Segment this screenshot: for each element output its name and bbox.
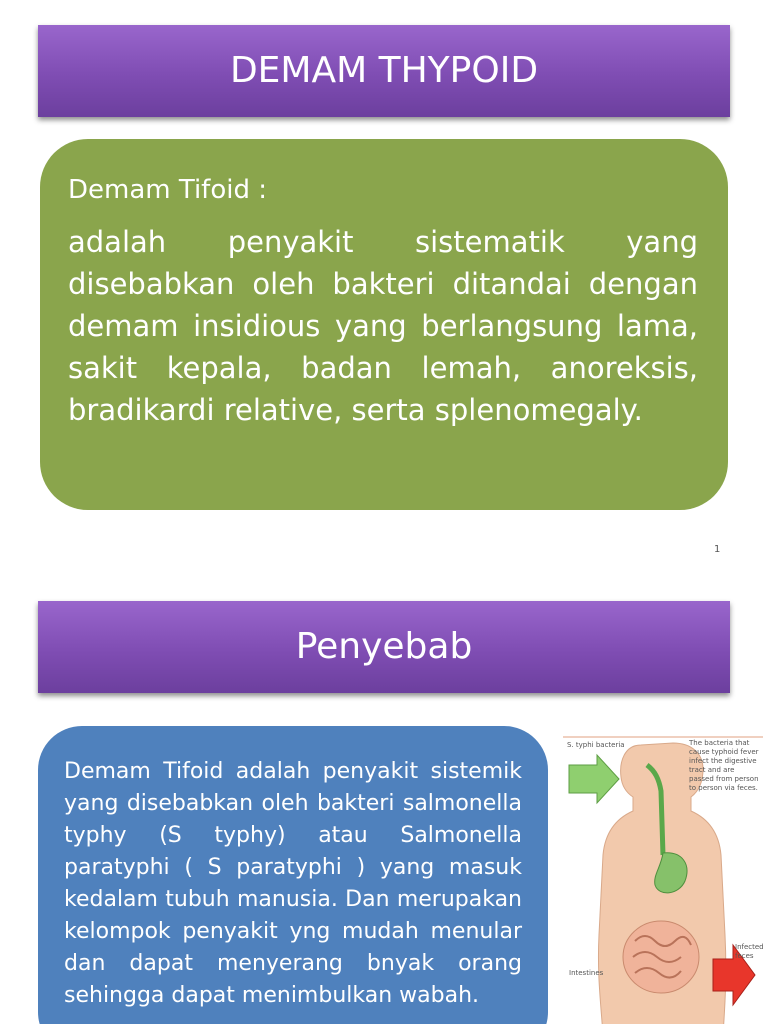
cause-box	[38, 726, 548, 1024]
definition-heading: Demam Tifoid :	[68, 175, 267, 205]
slide-2	[0, 575, 768, 1024]
arrow-in-icon	[569, 755, 619, 803]
definition-text: adalah penyakit sistematik yang disebabkan oleh bakteri ditandai dengan demam insidious yang berlangsung lama, sakit kepala, badan lemah, anoreksis, bradikardi relative, serta splenomegaly.	[68, 225, 698, 427]
cause-text: Demam Tifoid adalah penyakit sistemik yang disebabkan oleh bakteri salmonella typhy (S typhy) atau Salmonella paratyphi ( S paratyphi ) yang masuk kedalam tubuh manusia. Dan merupakan kelompok penyakit yng mudah menular dan dapat menyerang bnyak orang sehingga dapat menimbulkan wabah.	[64, 759, 522, 1008]
definition-box	[40, 139, 728, 510]
slide-title: Penyebab	[38, 601, 730, 693]
label-feces: Infected feces	[735, 943, 764, 960]
label-intestines: Intestines	[569, 969, 604, 977]
page-number: 1	[714, 544, 721, 555]
slide-title: DEMAM THYPOID	[38, 25, 730, 117]
figure-caption: The bacteria that cause typhoid fever infect the digestive tract and are passed from person to person via feces.	[689, 739, 759, 792]
typhoid-digestive-illustration	[563, 735, 763, 1024]
label-bacteria: S. typhi bacteria	[567, 741, 625, 749]
